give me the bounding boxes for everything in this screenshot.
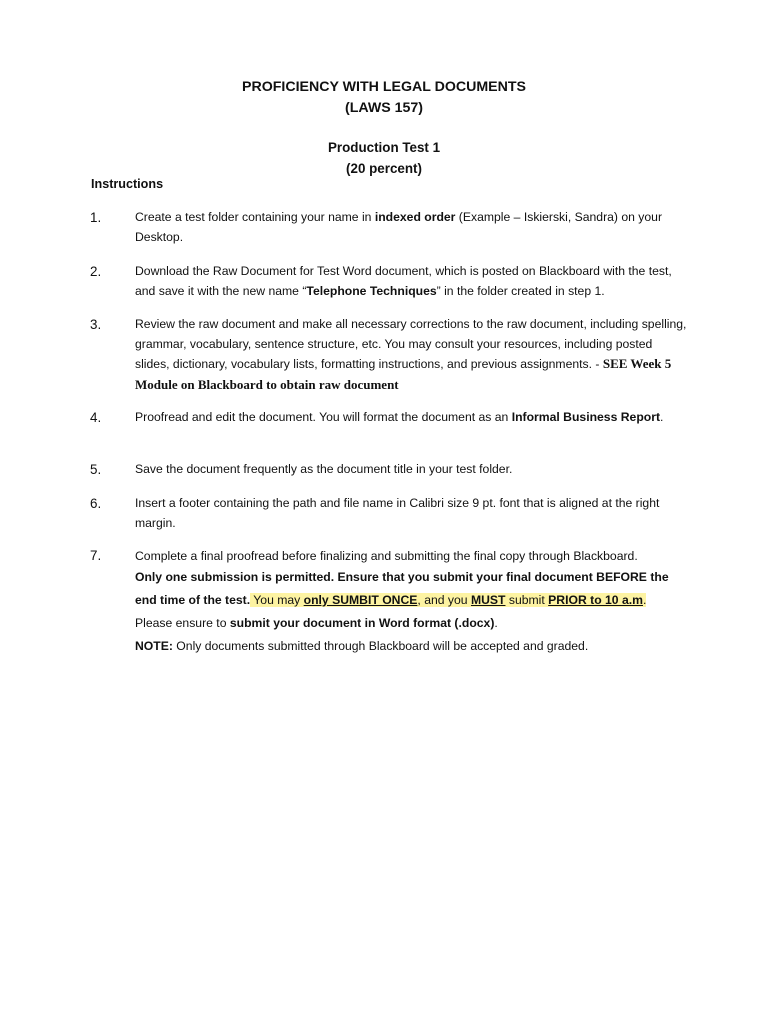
item-text-part: Create a test folder containing your name in [135,210,375,224]
item-text [135,546,687,658]
test-weight: (20 percent) [346,161,422,176]
item-text-part: ” in the folder created in step 1. [436,283,605,298]
item-text-part: submit [505,593,549,607]
item-number: 2. [90,264,102,279]
item-text [135,460,687,480]
item-number: 1. [90,210,102,225]
item-emphasis: PRIOR to 10 a.m [548,593,643,607]
course-code: (LAWS 157) [344,100,424,116]
item-number: 5. [90,462,102,477]
instructions-heading: Instructions [91,177,164,191]
item-text-part: Download the Raw Document for Test Word document, which is posted on Blackboard with the test, and save it with the new name “ [135,264,672,298]
item-line [135,635,687,658]
item-number: 4. [90,410,102,425]
item-text [135,408,687,428]
item-emphasis: Only one submission is permitted. Ensure that you submit your final document BEFORE the [135,570,669,584]
item-text-part: (Example – Iskierski, Sandra) on your Desktop. [135,210,663,244]
item-text-part: Review the raw document and make all necessary corrections to the raw document, including spelling, grammar, vocabulary, sentence structure, etc. You may consult your resources, including posted slides, dictionary, vocabulary lists, formatting instructions, and previous assignments. - [135,317,687,371]
item-text [135,262,687,301]
item-text [135,494,687,533]
item-text-part: Insert a footer containing the path and file name in Calibri size 9 pt. font that is aligned at the right margin. [135,496,660,530]
note-label: NOTE: [135,639,173,653]
item-number: 7. [90,548,102,563]
item-emphasis: only SUMBIT ONCE [303,593,418,607]
item-text-part: . [642,593,647,607]
item-text-part: You may [250,593,304,607]
item-line-highlighted [135,589,687,612]
item-text [135,208,687,247]
item-emphasis: indexed order [374,210,456,224]
item-text-part: Only documents submitted through Blackboard will be accepted and graded. [172,639,589,653]
item-text [135,315,687,395]
item-text-part: Please ensure to [135,616,230,630]
item-number: 3. [90,317,102,332]
document-title: PROFICIENCY WITH LEGAL DOCUMENTS [241,79,527,95]
item-emphasis: submit your document in Word format (.docx) [229,616,495,630]
item-emphasis: Informal Business Report [511,410,661,424]
item-text-part: . [494,616,498,630]
highlighted-text [250,593,646,607]
item-line [135,612,687,635]
item-text-part: Save the document frequently as the document title in your test folder. [135,462,513,476]
test-name: Production Test 1 [327,140,441,155]
item-emphasis: end time of the test. [135,593,251,607]
item-emphasis: Telephone Techniques [306,283,437,298]
item-line: Complete a final proofread before finalizing and submitting the final copy through Blackboard. [135,549,638,563]
item-text-part: , and you [417,593,471,607]
item-number: 6. [90,496,102,511]
item-text-part: . [660,410,664,424]
item-emphasis: MUST [470,593,506,607]
item-emphasis: SEE Week 5 Module on Blackboard to obtain raw document [135,356,672,392]
item-text-part: Proofread and edit the document. You will format the document as an [135,410,512,424]
